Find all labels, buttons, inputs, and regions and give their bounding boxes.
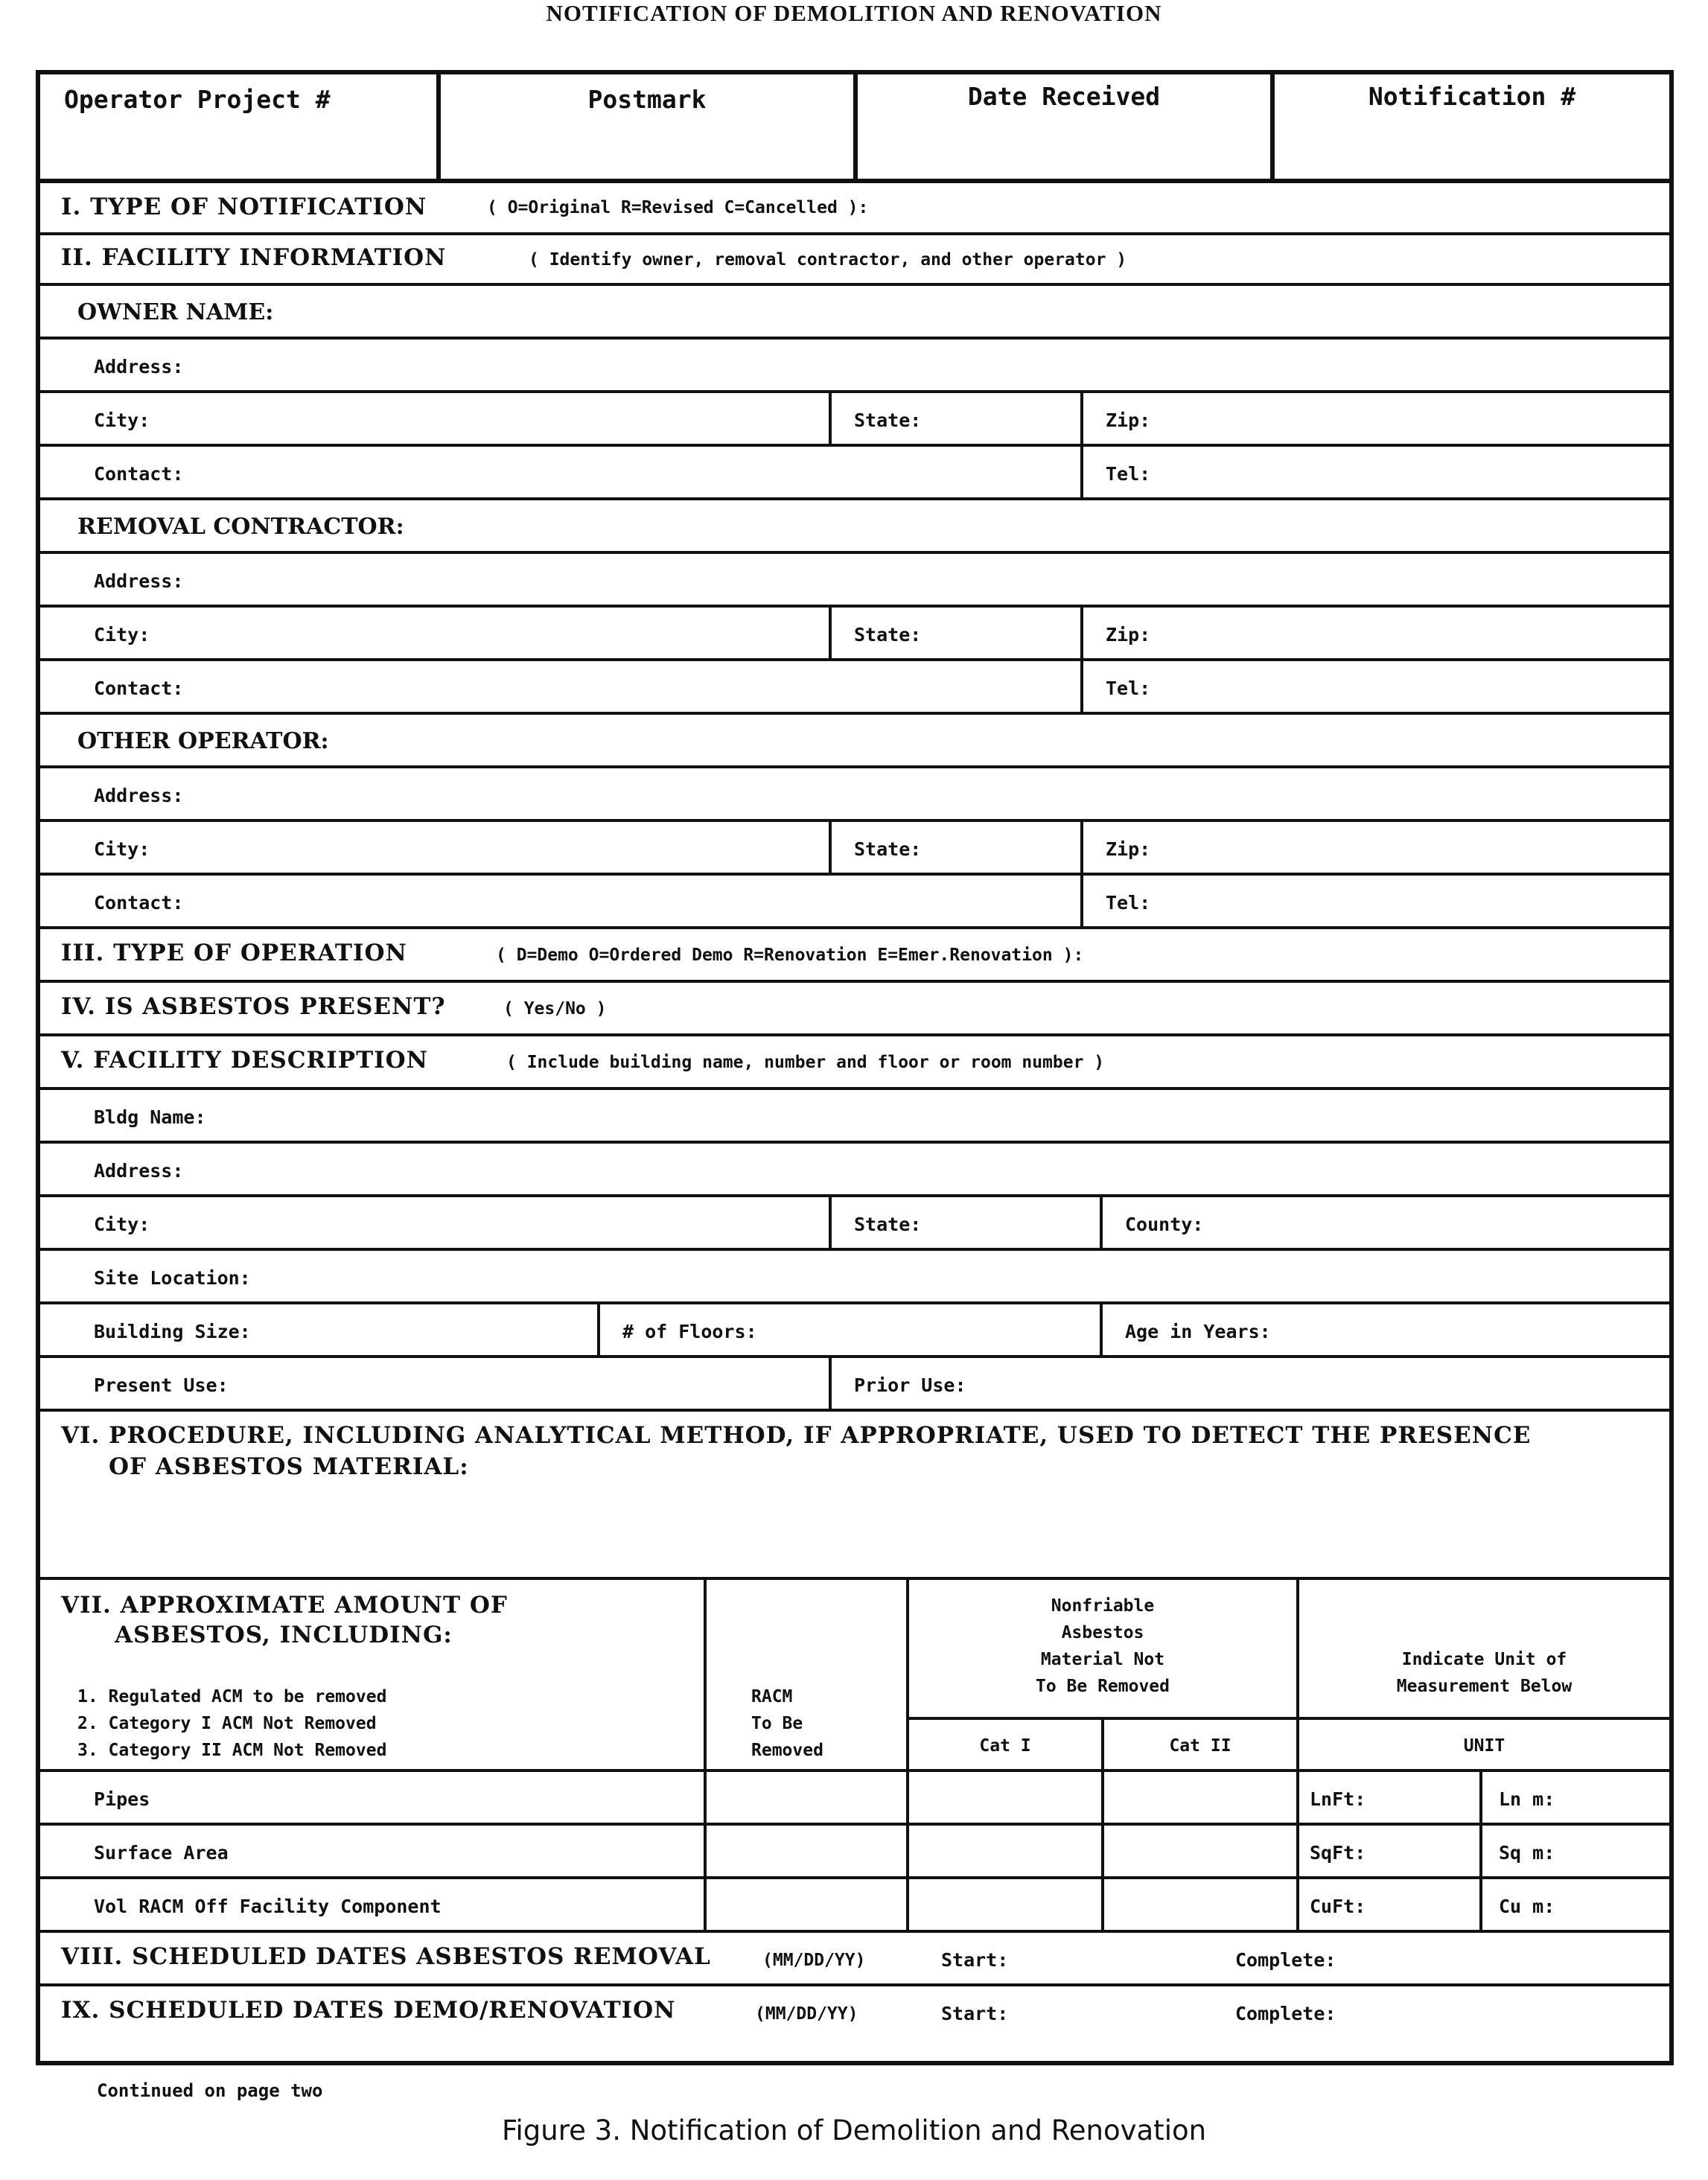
present-use-field[interactable] (40, 1358, 832, 1409)
sec1-label: I. TYPE OF NOTIFICATION (61, 194, 427, 220)
sec8-label: VIII. SCHEDULED DATES ASBESTOS REMOVAL (61, 1943, 711, 1970)
removal-zip-label: Zip: (1106, 624, 1151, 646)
surface-cat2-field[interactable] (1104, 1826, 1299, 1876)
surface-racm-field[interactable] (707, 1826, 909, 1876)
prior-use-field[interactable] (832, 1358, 1669, 1409)
site-location-label: Site Location: (94, 1267, 251, 1289)
removal-city-row (40, 608, 1669, 661)
pipes-unit1-label: LnFt: (1310, 1788, 1366, 1810)
owner-contact-row (40, 447, 1669, 500)
facility-state-field[interactable] (832, 1197, 1103, 1248)
removal-contractor-label: REMOVAL CONTRACTOR: (77, 514, 404, 540)
volume-unit2-field[interactable] (1482, 1879, 1669, 1930)
nonfriable-header-cell (909, 1580, 1299, 1769)
site-location-row[interactable] (40, 1251, 1669, 1304)
facility-info-row (40, 235, 1669, 286)
floors-label: # of Floors: (622, 1321, 757, 1342)
pipes-cat1-field[interactable] (909, 1772, 1104, 1823)
surface-unit2-field[interactable] (1482, 1826, 1669, 1876)
sec4-label: IV. IS ASBESTOS PRESENT? (61, 993, 446, 1020)
sec3-note: ( D=Demo O=Ordered Demo R=Renovation E=Emer.Renovation ): (496, 946, 1084, 965)
volume-cat1-field[interactable] (909, 1879, 1104, 1930)
removal-address-row[interactable] (40, 554, 1669, 608)
cat2-label: Cat II (1169, 1736, 1231, 1756)
sec4-note: ( Yes/No ) (503, 999, 607, 1019)
amount-row-pipes (40, 1772, 1669, 1826)
sec2-note: ( Identify owner, removal contractor, and other operator ) (529, 250, 1127, 270)
use-row (40, 1358, 1669, 1412)
present-use-label: Present Use: (94, 1374, 229, 1396)
postmark-label: Postmark (587, 85, 707, 114)
other-zip-field[interactable] (1083, 822, 1669, 873)
other-state-field[interactable] (832, 822, 1083, 873)
nonfriable-line2: Asbestos (1061, 1623, 1144, 1642)
amount-row-label-cell (40, 1826, 707, 1876)
amount-row-label-cell (40, 1879, 707, 1930)
removal-contact-row (40, 661, 1669, 715)
other-state-label: State: (854, 838, 922, 860)
date-received-label: Date Received (967, 82, 1161, 111)
facility-city-row (40, 1197, 1669, 1251)
sec8-start-label: Start: (941, 1949, 1009, 1971)
continued-note: Continued on page two (97, 2080, 323, 2101)
type-of-notification-row[interactable] (40, 183, 1669, 235)
amount-header-row (40, 1580, 1669, 1772)
amount-row-label-cell (40, 1772, 707, 1823)
other-zip-label: Zip: (1106, 838, 1151, 860)
sec7-item2: 2. Category I ACM Not Removed (77, 1714, 377, 1733)
facility-city-label: City: (94, 1214, 150, 1235)
page-title: NOTIFICATION OF DEMOLITION AND RENOVATION (546, 0, 1162, 26)
amount-row-volume (40, 1879, 1669, 1933)
building-size-label: Building Size: (94, 1321, 251, 1342)
other-operator-row[interactable] (40, 715, 1669, 768)
sec1-note: ( O=Original R=Revised C=Cancelled ): (487, 198, 869, 217)
owner-address-label: Address: (94, 356, 184, 377)
sec3-label: III. TYPE OF OPERATION (61, 940, 407, 966)
sec6-line2: OF ASBESTOS MATERIAL: (109, 1453, 469, 1480)
sec9-label: IX. SCHEDULED DATES DEMO/RENOVATION (61, 1997, 676, 2024)
nonfriable-line4: To Be Removed (1035, 1677, 1170, 1696)
owner-contact-label: Contact: (94, 463, 184, 485)
unit-divider (1299, 1717, 1669, 1720)
figure-caption: Figure 3. Notification of Demolition and Renovation (501, 2114, 1207, 2146)
facility-city-field[interactable] (40, 1197, 832, 1248)
other-tel-field[interactable] (1083, 876, 1669, 926)
other-address-label: Address: (94, 785, 184, 806)
sec9-note: (MM/DD/YY) (755, 2004, 858, 2024)
sec8-note: (MM/DD/YY) (762, 1951, 866, 1970)
volume-cat2-field[interactable] (1104, 1879, 1299, 1930)
pipes-cat2-field[interactable] (1104, 1772, 1299, 1823)
pipes-unit2-label: Ln m: (1499, 1788, 1555, 1810)
notification-number-label: Notification # (1368, 82, 1576, 111)
removal-city-label: City: (94, 624, 150, 646)
cat1-label: Cat I (979, 1736, 1031, 1756)
bldg-name-row[interactable] (40, 1090, 1669, 1144)
demo-dates-row[interactable] (40, 1986, 1669, 2061)
removal-city-field[interactable] (40, 608, 832, 658)
sec7-line1: VII. APPROXIMATE AMOUNT OF (61, 1592, 508, 1619)
age-label: Age in Years: (1125, 1321, 1271, 1342)
postmark-field[interactable] (441, 74, 858, 179)
other-contact-field[interactable] (40, 876, 1083, 926)
facility-description-row (40, 1036, 1669, 1090)
facility-county-label: County: (1125, 1214, 1204, 1235)
notification-form (36, 70, 1674, 2065)
volume-unit1-field[interactable] (1299, 1879, 1482, 1930)
sec6-line1: VI. PROCEDURE, INCLUDING ANALYTICAL METHOD, IF APPROPRIATE, USED TO DETECT THE PRESENCE (61, 1422, 1532, 1449)
other-city-field[interactable] (40, 822, 832, 873)
nonfriable-line3: Material Not (1040, 1650, 1165, 1669)
owner-city-label: City: (94, 409, 150, 431)
other-city-row (40, 822, 1669, 876)
owner-state-label: State: (854, 409, 922, 431)
sec2-label: II. FACILITY INFORMATION (61, 244, 447, 271)
surface-unit1-label: SqFt: (1310, 1842, 1366, 1864)
owner-city-row (40, 393, 1669, 447)
building-size-row (40, 1304, 1669, 1358)
racm-line1: RACM (751, 1687, 793, 1706)
building-size-field[interactable] (40, 1304, 600, 1355)
nonfriable-line1: Nonfriable (1051, 1596, 1155, 1616)
floors-field[interactable] (600, 1304, 1103, 1355)
other-city-label: City: (94, 838, 150, 860)
asbestos-present-row[interactable] (40, 983, 1669, 1036)
other-operator-label: OTHER OPERATOR: (77, 728, 329, 754)
sec7-line2: ASBESTOS, INCLUDING: (115, 1622, 453, 1648)
unit-header-cell (1299, 1580, 1669, 1769)
sec7-item1: 1. Regulated ACM to be removed (77, 1687, 387, 1706)
owner-address-row[interactable] (40, 340, 1669, 393)
operator-project-field[interactable] (40, 74, 441, 179)
removal-dates-row[interactable] (40, 1933, 1669, 1986)
sec5-note: ( Include building name, number and floor or room number ) (506, 1053, 1105, 1072)
amount-description-cell (40, 1580, 707, 1769)
volume-unit2-label: Cu m: (1499, 1896, 1555, 1917)
volume-label: Vol RACM Off Facility Component (94, 1896, 442, 1917)
surface-cat1-field[interactable] (909, 1826, 1104, 1876)
owner-name-label: OWNER NAME: (77, 299, 274, 325)
racm-header-cell (707, 1580, 909, 1769)
owner-state-field[interactable] (832, 393, 1083, 444)
other-address-row[interactable] (40, 768, 1669, 822)
racm-line2: To Be (751, 1714, 803, 1733)
owner-name-row[interactable] (40, 286, 1669, 340)
type-of-operation-row[interactable] (40, 929, 1669, 983)
owner-zip-field[interactable] (1083, 393, 1669, 444)
removal-contact-label: Contact: (94, 678, 184, 699)
removal-state-label: State: (854, 624, 922, 646)
sec7-item3: 3. Category II ACM Not Removed (77, 1741, 387, 1760)
removal-tel-label: Tel: (1106, 678, 1151, 699)
surface-unit2-label: Sq m: (1499, 1842, 1555, 1864)
prior-use-label: Prior Use: (854, 1374, 966, 1396)
removal-tel-field[interactable] (1083, 661, 1669, 712)
other-contact-row (40, 876, 1669, 929)
sec9-complete-label: Complete: (1235, 2003, 1336, 2024)
sec9-start-label: Start: (941, 2003, 1009, 2024)
owner-zip-label: Zip: (1106, 409, 1151, 431)
removal-state-field[interactable] (832, 608, 1083, 658)
removal-zip-field[interactable] (1083, 608, 1669, 658)
bldg-name-label: Bldg Name: (94, 1106, 206, 1128)
pipes-label: Pipes (94, 1788, 150, 1810)
other-tel-label: Tel: (1106, 892, 1151, 914)
removal-contact-field[interactable] (40, 661, 1083, 712)
operator-project-label: Operator Project # (64, 85, 331, 114)
unit-line2: Measurement Below (1396, 1677, 1572, 1696)
pipes-racm-field[interactable] (707, 1772, 909, 1823)
facility-county-field[interactable] (1103, 1197, 1669, 1248)
owner-tel-field[interactable] (1083, 447, 1669, 497)
facility-address-row[interactable] (40, 1144, 1669, 1197)
sec8-complete-label: Complete: (1235, 1949, 1336, 1971)
amount-row-surface (40, 1826, 1669, 1879)
surface-unit1-field[interactable] (1299, 1826, 1482, 1876)
header-row (40, 74, 1669, 183)
owner-city-field[interactable] (40, 393, 832, 444)
pipes-unit2-field[interactable] (1482, 1772, 1669, 1823)
removal-contractor-row[interactable] (40, 500, 1669, 554)
pipes-unit1-field[interactable] (1299, 1772, 1482, 1823)
notification-number-field[interactable] (1275, 74, 1669, 179)
facility-address-label: Address: (94, 1160, 184, 1182)
sec5-label: V. FACILITY DESCRIPTION (61, 1047, 428, 1074)
date-received-field[interactable] (858, 74, 1275, 179)
owner-contact-field[interactable] (40, 447, 1083, 497)
surface-area-label: Surface Area (94, 1842, 229, 1864)
unit-label: UNIT (1463, 1736, 1505, 1756)
volume-unit1-label: CuFt: (1310, 1896, 1366, 1917)
owner-tel-label: Tel: (1106, 463, 1151, 485)
removal-address-label: Address: (94, 570, 184, 592)
procedure-row[interactable] (40, 1412, 1669, 1580)
age-field[interactable] (1103, 1304, 1669, 1355)
other-contact-label: Contact: (94, 892, 184, 914)
facility-state-label: State: (854, 1214, 922, 1235)
unit-line1: Indicate Unit of (1401, 1650, 1567, 1669)
volume-racm-field[interactable] (707, 1879, 909, 1930)
racm-line3: Removed (751, 1741, 823, 1760)
